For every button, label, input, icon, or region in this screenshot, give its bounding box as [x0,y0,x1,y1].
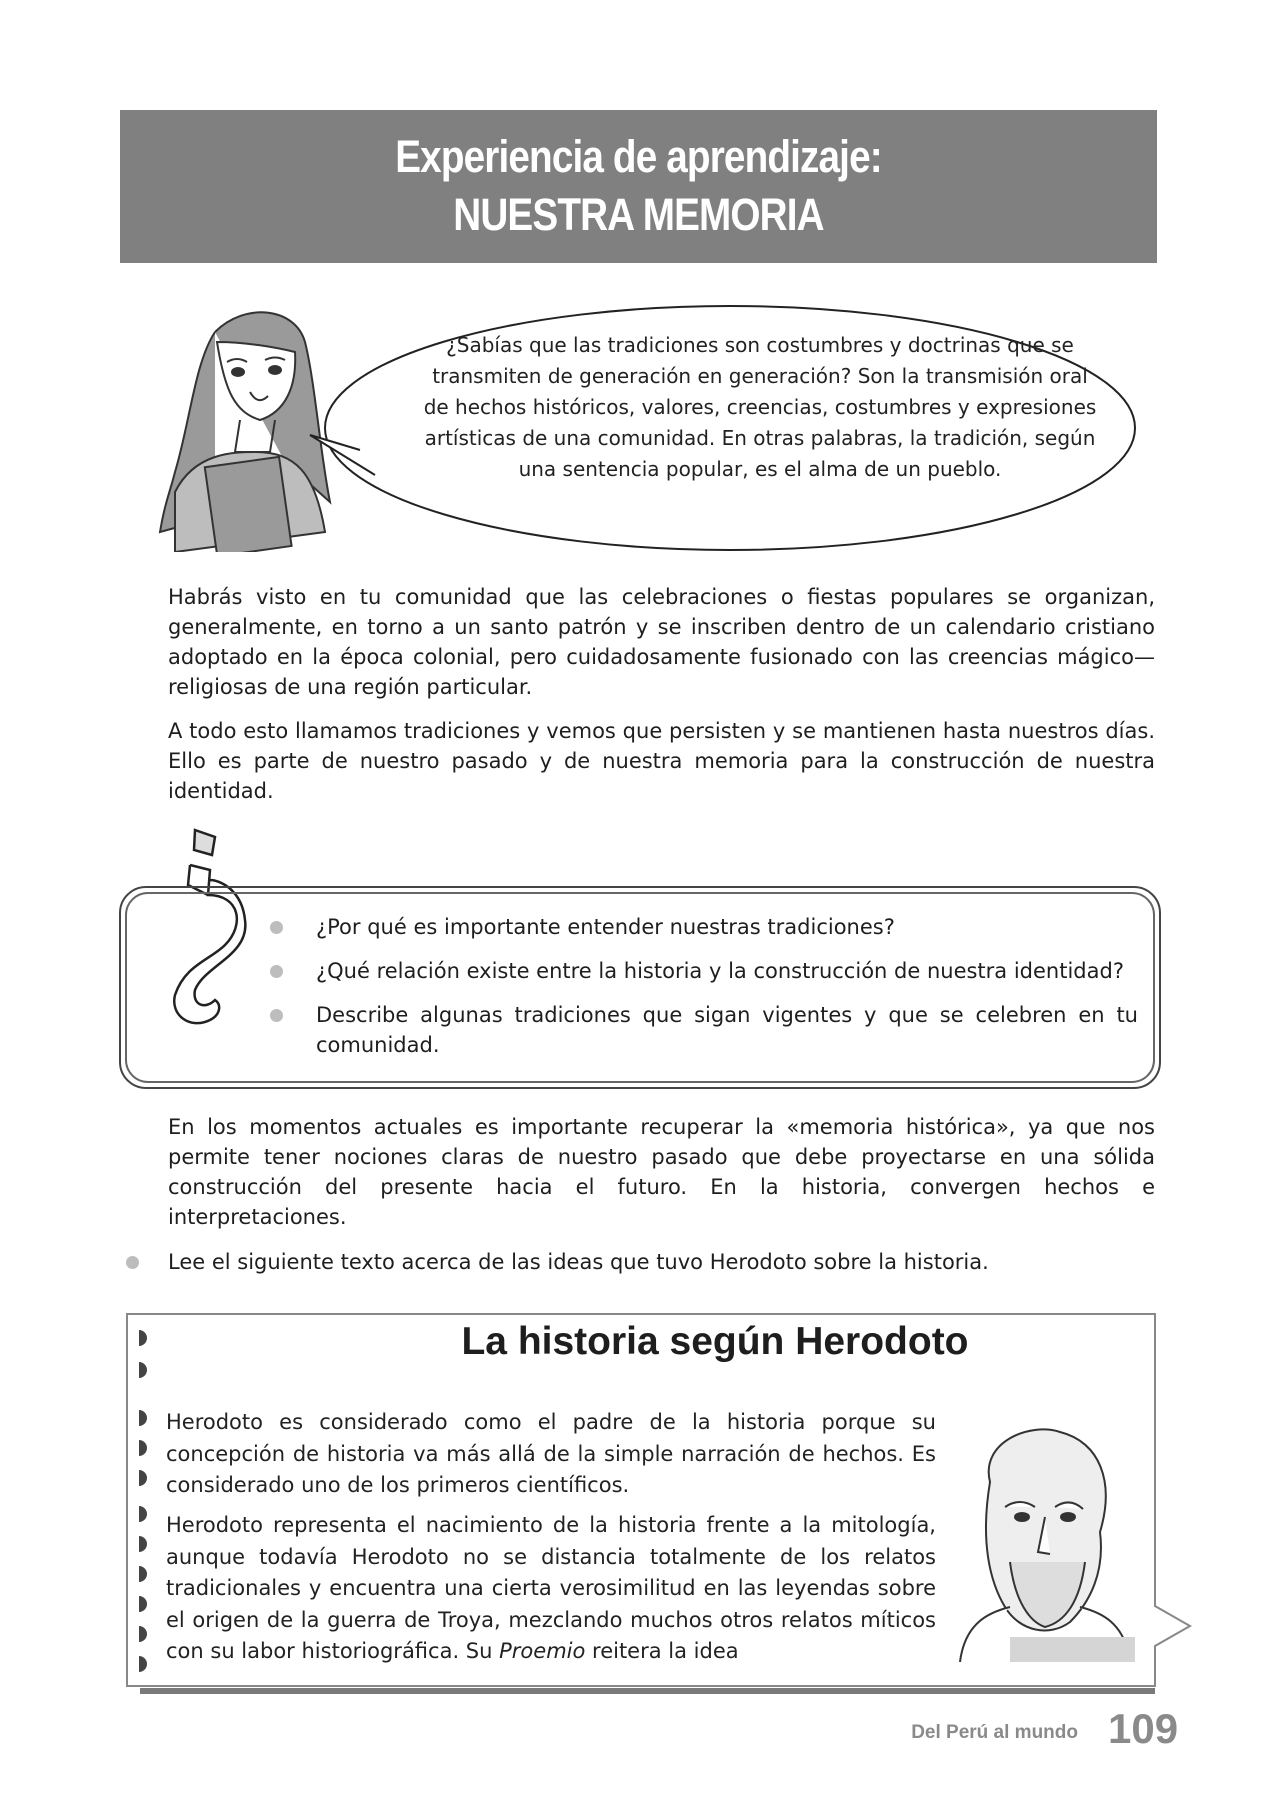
intro-paragraph-2: A todo esto llamamos tradiciones y vemos que persisten y se mantienen hasta nuestros días. Ello es parte de nuestro pasado y de nuestra memoria para la construcción de nuestra identidad. [168,719,1155,803]
reading-title: La historia según Herodoto [461,1320,969,1363]
page-number: 109 [1108,1705,1179,1752]
question-item: ¿Qué relación existe entre la historia y la construcción de nuestra identidad? [270,956,1138,986]
bullet-icon [126,1256,139,1269]
bullet-icon [270,1009,283,1022]
memory-paragraph: En los momentos actuales es importante recuperar la «memoria histórica», ya que nos permite tener nociones claras de nuestro pasado que debe proyectarse en una sólida construcción del presente hacia el futuro. En la historia, convergen hechos e interpretaciones. [168,1115,1155,1229]
speech-bubble-text: ¿Sabías que las tradiciones son costumbres y doctrinas que se transmiten de generación en generación? Son la transmisión oral de hechos históricos, valores, creencias, costumbres y expresiones artísticas de una comunidad. En otras palabras, la tradición, según una sentencia popular, es el alma de un pueblo. [423,333,1097,481]
reading-instruction: Lee el siguiente texto acerca de las ideas que tuvo Herodoto sobre la historia. [168,1250,989,1274]
bullet-icon [270,965,283,978]
title-line-1: Experiencia de aprendizaje: [395,131,882,182]
question-item: Describe algunas tradiciones que sigan vigentes y que se celebren en tu comunidad. [270,1000,1138,1060]
reading-paragraph-2: Herodoto representa el nacimiento de la historia frente a la mitología, aunque todavía Herodoto no se distancia totalmente de los relatos tradicionales y encuentra una cierta verosimilitud en las leyendas sobre el origen de la guerra de Troya, mezclando muchos otros relatos míticos con su labor historiográfica. Su Proemio reitera la idea [166,1513,936,1663]
intro-paragraph-1: Habrás visto en tu comunidad que las celebraciones o fiestas populares se organizan, generalmente, en torno a un santo patrón y se inscriben dentro de un calendario cristiano adoptado en la época colonial, pero cuidadosamente fusionado con las creencias mágico— religiosas de una región particular. [168,585,1155,699]
reading-paragraph-1: Herodoto es considerado como el padre de la historia porque su concepción de historia va más allá de la simple narración de hechos. Es considerado uno de los primeros científicos. [166,1410,936,1497]
question-item: ¿Por qué es importante entender nuestras tradiciones? [270,912,1138,942]
bullet-icon [270,921,283,934]
footer-book-title: Del Perú al mundo [911,1722,1078,1743]
title-banner [120,110,1157,263]
title-line-2: NUESTRA MEMORIA [453,189,824,240]
question-list [270,912,1138,1074]
herodotus-portrait [950,1422,1135,1662]
